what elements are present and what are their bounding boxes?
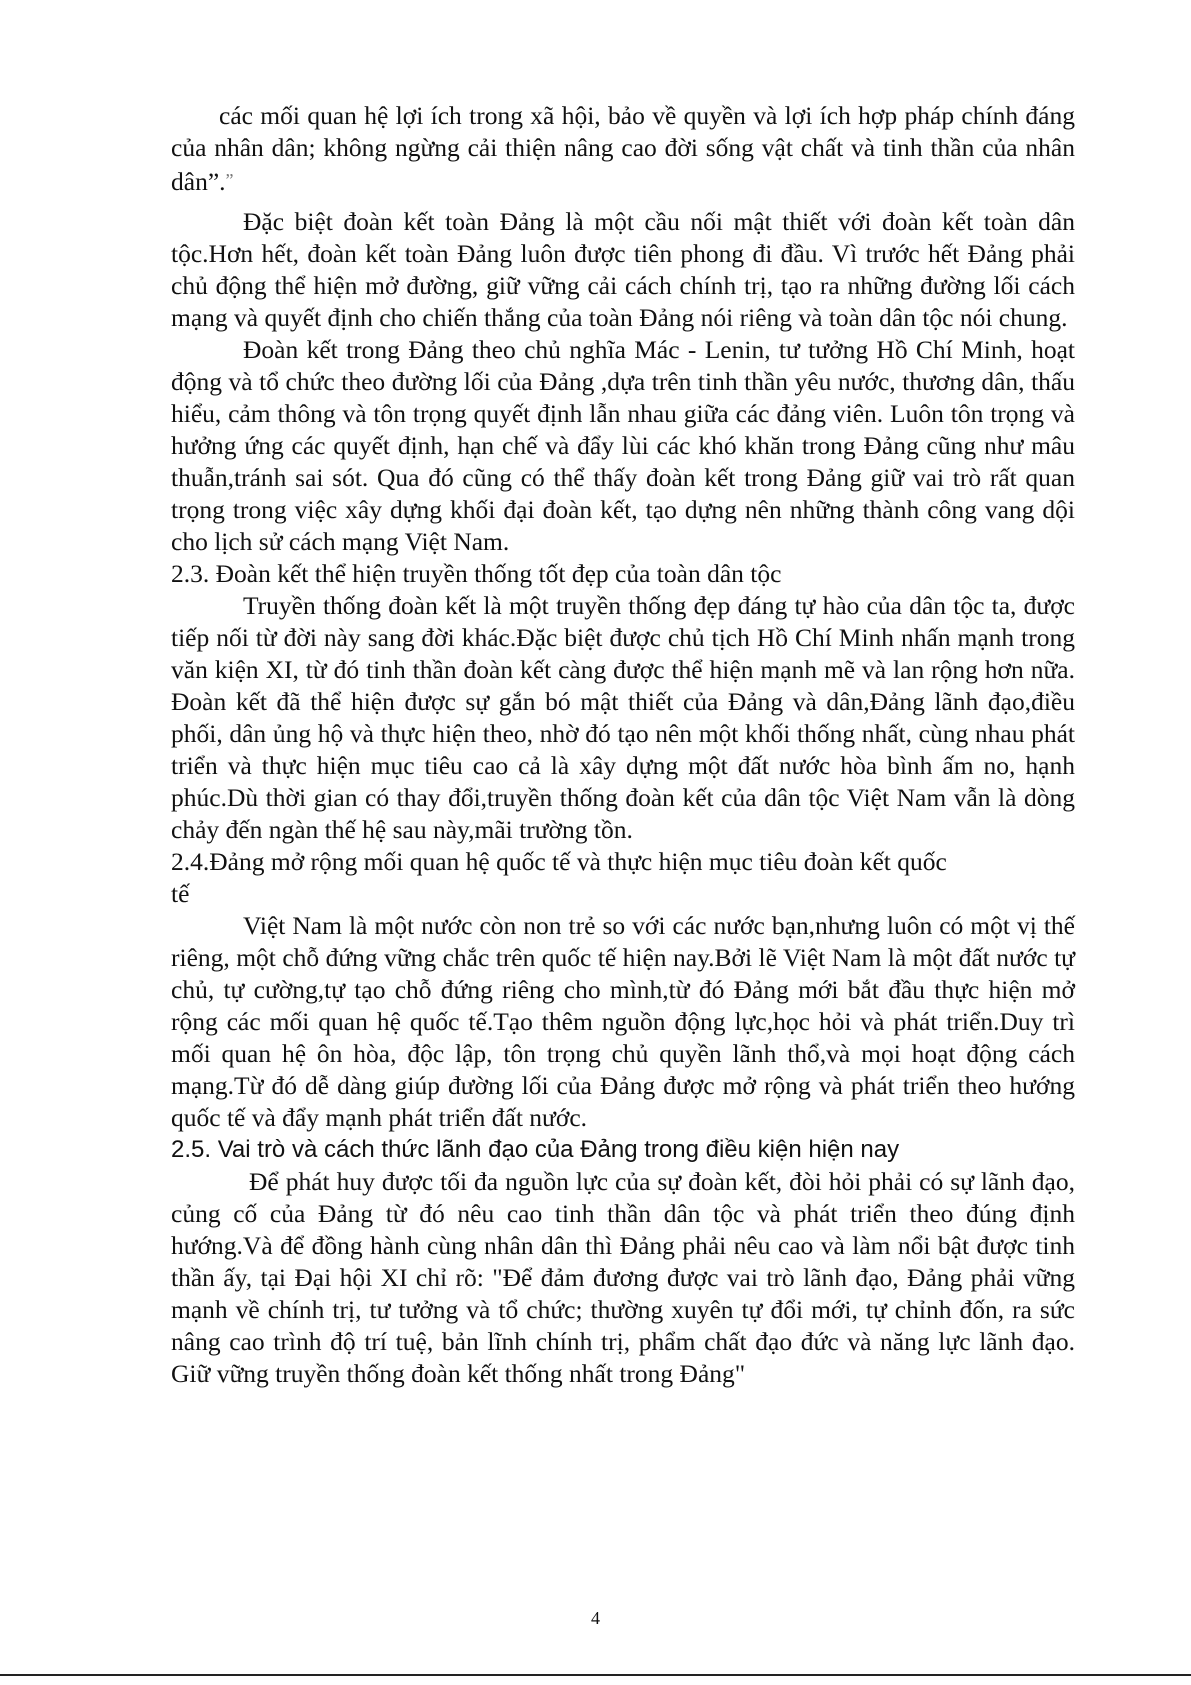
paragraph-2-4: Việt Nam là một nước còn non trẻ so với các nước bạn,nhưng luôn có một vị thế riêng, một chỗ đứng vững chắc trên quốc tế hiện nay.Bởi lẽ Việt Nam là một đất nước tự chủ, tự cường,tự tạo chỗ đứng riêng cho mình,từ đó Đảng mới bắt đầu thực hiện mở rộng các mối quan hệ quốc tế.Tạo thêm nguồn động lực,học hỏi và phát triển.Duy trì mối quan hệ ôn hòa, độc lập, tôn trọng chủ quyền lãnh thổ,và mọi hoạt động cách mạng.Từ đó dễ dàng giúp đường lối của Đảng được mở rộng và phát triển theo hướng quốc tế và đẩy mạnh phát triển đất nước. bbox=[171, 911, 1075, 1132]
paragraph-2-5: Để phát huy được tối đa nguồn lực của sự đoàn kết, đòi hỏi phải có sự lãnh đạo, củng cố của Đảng từ đó nêu cao tinh thần dân tộc và phát triển theo đúng định hướng.Và để đồng hành cùng nhân dân thì Đảng phải nêu cao và làm nổi bật được tinh thần ấy, tại Đại hội XI chỉ rõ: "Để đảm đương được vai trò lãnh đạo, Đảng phải vững mạnh về chính trị, tư tưởng và tổ chức; thường xuyên tự đổi mới, tự chỉnh đốn, ra sức nâng cao trình độ trí tuệ, bản lĩnh chính trị, phẩm chất đạo đức và năng lực lãnh đạo. Giữ vững truyền thống đoàn kết thống nhất trong Đảng" bbox=[171, 1167, 1075, 1388]
section-heading-2-4: 2.4.Đảng mở rộng mối quan hệ quốc tế và thực hiện mục tiêu đoàn kết quốc tế bbox=[171, 847, 947, 908]
page-number: 4 bbox=[591, 1608, 600, 1628]
paragraph-2-3: Truyền thống đoàn kết là một truyền thống đẹp đáng tự hào của dân tộc ta, được tiếp nối từ đời này sang đời khác.Đặc biệt được chủ tịch Hồ Chí Minh nhấn mạnh trong văn kiện XI, từ đó tinh thần đoàn kết càng được thể hiện mạnh mẽ và lan rộng hơn nữa. Đoàn kết đã thể hiện được sự gắn bó mật thiết của Đảng và dân,Đảng lãnh đạo,điều phối, dân ủng hộ và thực hiện theo, nhờ đó tạo nên một khối thống nhất, cùng nhau phát triển và thực hiện mục tiêu cao cả là xây dựng một đất nước hòa bình ấm no, hạnh phúc.Dù thời gian có thay đổi,truyền thống đoàn kết của dân tộc Việt Nam vẫn là dòng chảy đến ngàn thế hệ sau này,mãi trường tồn. bbox=[171, 591, 1075, 844]
paragraph-unity-party: Đặc biệt đoàn kết toàn Đảng là một cầu nối mật thiết với đoàn kết toàn dân tộc.Hơn hết, đoàn kết toàn Đảng luôn được tiên phong đi đầu. Vì trước hết Đảng phải chủ động thể hiện mở đường, giữ vững cải cách chính trị, tạo ra những đường lối cách mạng và quyết định cho chiến thắng của toàn Đảng nói riêng và toàn dân tộc nói chung. bbox=[171, 207, 1075, 332]
paragraph-unity-marxism: Đoàn kết trong Đảng theo chủ nghĩa Mác - Lenin, tư tưởng Hồ Chí Minh, hoạt động và tổ chức theo đường lối của Đảng ,dựa trên tinh thần yêu nước, thương dân, thấu hiểu, cảm thông và tôn trọng quyết định lẫn nhau giữa các đảng viên. Luôn tôn trọng và hưởng ứng các quyết định, hạn chế và đẩy lùi các khó khăn trong Đảng cũng như mâu thuẫn,tránh sai sót. Qua đó cũng có thể thấy đoàn kết trong Đảng giữ vai trò rất quan trọng trong việc xây dựng khối đại đoàn kết, tạo dựng nên những thành công vang dội cho lịch sử cách mạng Việt Nam. bbox=[171, 335, 1075, 556]
closing-quote-mark: ” bbox=[225, 170, 234, 190]
document-body bbox=[171, 100, 1075, 1390]
continuation-paragraph bbox=[171, 100, 1075, 198]
section-heading-2-5: 2.5. Vai trò và cách thức lãnh đạo của Đảng trong điều kiện hiện nay bbox=[171, 1136, 900, 1163]
continuation-text: các mối quan hệ lợi ích trong xã hội, bảo về quyền và lợi ích hợp pháp chính đáng của nhân dân; không ngừng cải thiện nâng cao đời sống vật chất và tinh thần của nhân dân”. bbox=[171, 101, 1075, 196]
bottom-divider bbox=[0, 1674, 1191, 1676]
section-heading-2-3: 2.3. Đoàn kết thể hiện truyền thống tốt đẹp của toàn dân tộc bbox=[171, 559, 782, 588]
